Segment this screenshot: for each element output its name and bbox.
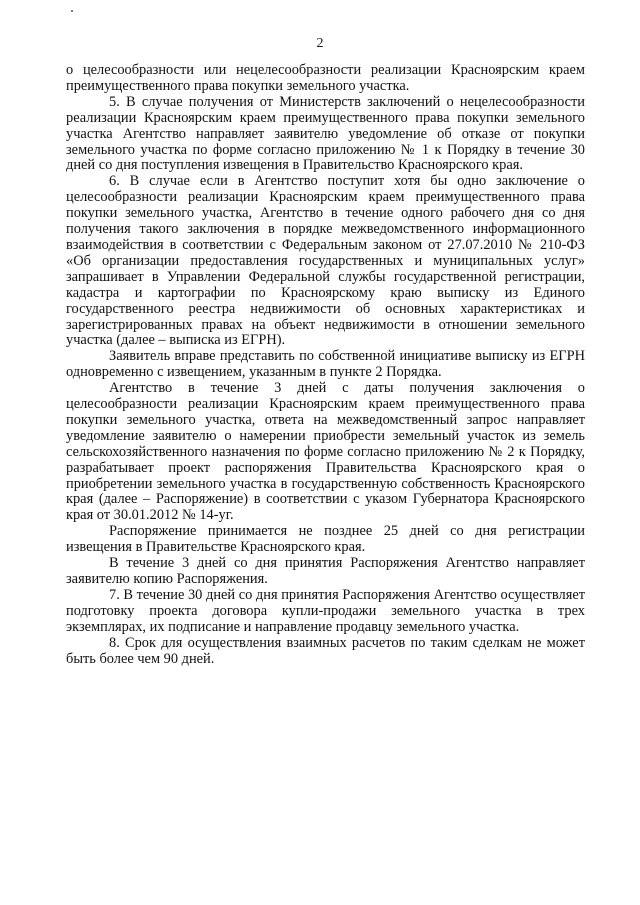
document-body xyxy=(66,63,585,667)
paragraph-item-8: 8. Срок для осуществления взаимных расчетов по таким сделкам не может быть более чем 90 дней. xyxy=(66,634,585,667)
paragraph-order-deadline: Распоряжение принимается не позднее 25 дней со дня регистрации извещения в Правительстве Красноярского края. xyxy=(66,523,585,556)
paragraph-order-copy: В течение 3 дней со дня принятия Распоряжения Агентство направляет заявителю копию Распоряжения. xyxy=(66,555,585,587)
paragraph-item-7: 7. В течение 30 дней со дня принятия Распоряжения Агентство осуществляет подготовку проекта договора купли-продажи земельного участка в трех экземплярах, их подписание и направление продавцу земельного участка. xyxy=(66,586,585,635)
paragraph-applicant-right: Заявитель вправе представить по собственной инициативе выписку из ЕГРН одновременно с извещением, указанным в пункте 2 Порядка. xyxy=(66,348,585,381)
paragraph-continuation: о целесообразности или нецелесообразности реализации Красноярским краем преимущественного права покупки земельного участка. xyxy=(66,62,585,94)
paragraph-agency-notice: Агентство в течение 3 дней с даты получения заключения о целесообразности реализации Красноярским краем преимущественного права покупки земельного участка, ответа на межведомственный запрос направляет уведомление заявителю о намерении приобрести земельный участок из земель сельскохозяйственного назначения по форме согласно приложению № 2 к Порядку, разрабатывает проект распоряжения Правительства Красноярского края о приобретении земельного участка в государственную собственность Красноярского края (далее – Распоряжение) в соответствии с указом Губернатора Красноярского края от 30.01.2012 № 14-уг. xyxy=(66,380,585,524)
scan-speck xyxy=(71,10,73,12)
paragraph-item-6: 6. В случае если в Агентство поступит хотя бы одно заключение о целесообразности реализации Красноярским краем преимущественного права покупки земельного участка, Агентство в течение одного рабочего дня со дня получения такого заключения в порядке межведомственного информационного взаимодействия в соответствии с Федеральным законом от 27.07.2010 № 210-ФЗ «Об организации предоставления государственных и муниципальных услуг» запрашивает в Управлении Федеральной службы государственной регистрации, кадастра и картографии по Красноярскому краю выписку из Единого государственного реестра недвижимости об основных характеристиках и зарегистрированных правах на объект недвижимости в отношении земельного участка (далее – выписка из ЕГРН). xyxy=(66,173,585,349)
paragraph-item-5: 5. В случае получения от Министерств заключений о нецелесообразности реализации Красноярским краем преимущественного права покупки земельного участка Агентство направляет заявителю уведомление об отказе от покупки земельного участка по форме согласно приложению № 1 к Порядку в течение 30 дней со дня поступления извещения в Правительство Красноярского края. xyxy=(66,93,585,174)
page-number: 2 xyxy=(316,36,324,51)
